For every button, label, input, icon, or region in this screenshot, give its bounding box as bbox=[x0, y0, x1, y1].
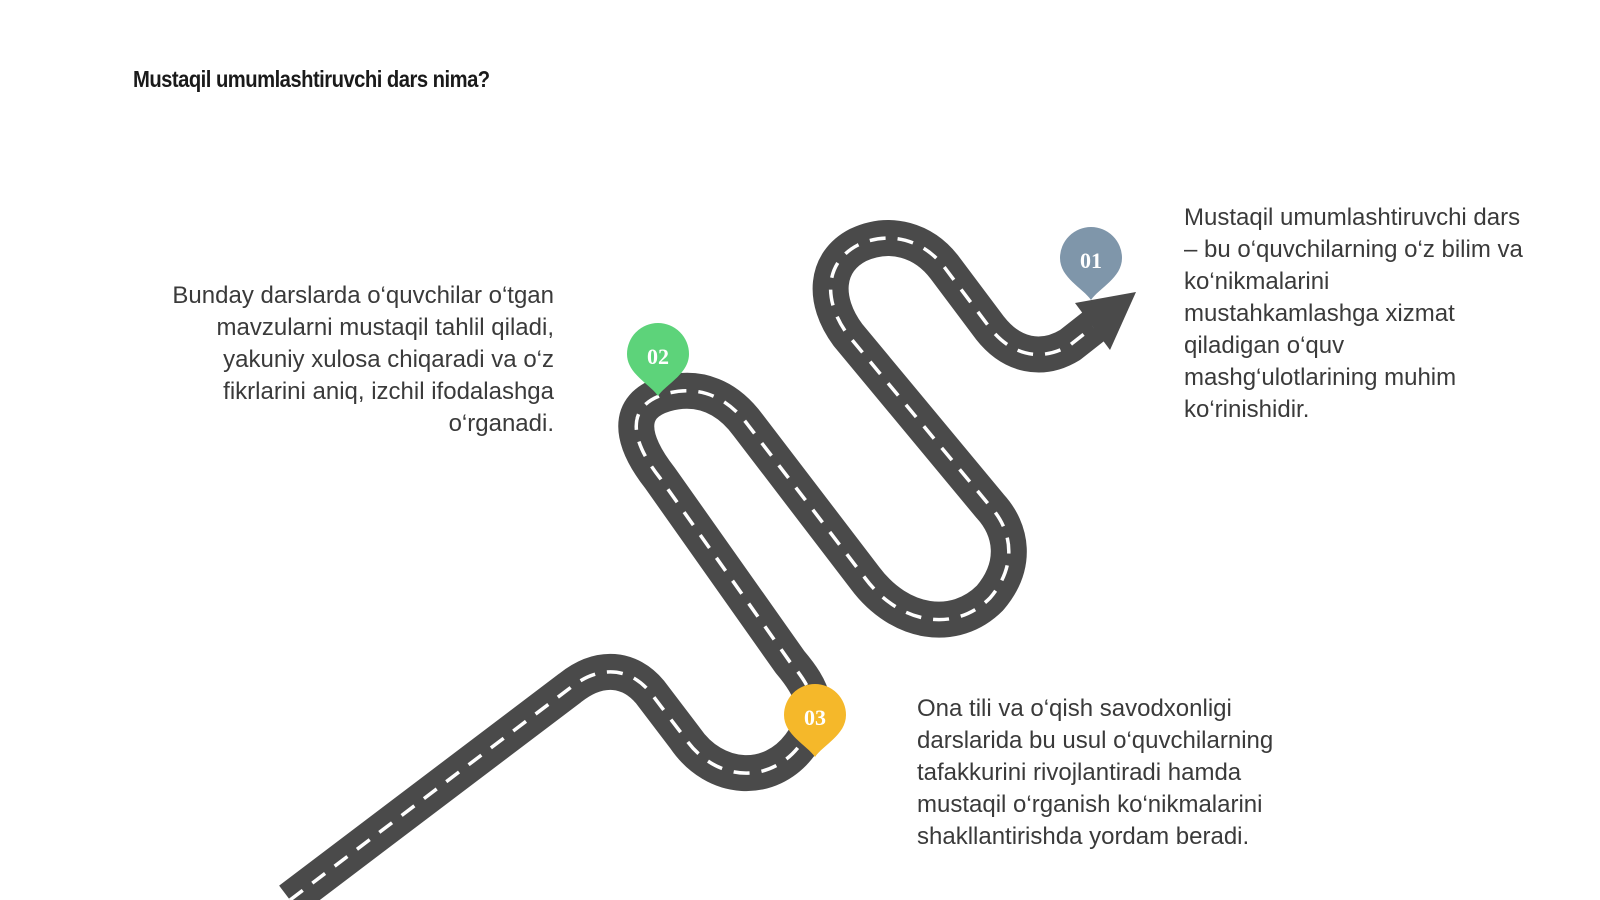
pin-01-label: 01 bbox=[1080, 248, 1102, 273]
pin-02-label: 02 bbox=[647, 344, 669, 369]
slide-title: Mustaqil umumlashtiruvchi dars nima? bbox=[133, 66, 490, 92]
step-03-description: Ona tili va o‘qish savodxonligi darslarida bu usul o‘quvchilarning tafakkurini rivojlantiradi hamda mustaqil o‘rganish ko‘nikmalarini shakllantirishda yordam beradi. bbox=[917, 695, 1274, 850]
pin-01-marker bbox=[1060, 227, 1122, 300]
step-02-description: Bunday darslarda o‘quvchilar o‘tgan mavzularni mustaqil tahlil qiladi, yakuniy xulosa chiqaradi va o‘z fikrlarini aniq, izchil ifodalashga o‘rganadi. bbox=[172, 282, 554, 437]
pin-03-label: 03 bbox=[804, 705, 826, 730]
step-01-description: Mustaqil umumlashtiruvchi dars – bu o‘quvchilarning o‘z bilim va ko‘nikmalarini mustahkamlashga xizmat qiladigan o‘quv mashg‘ulotlarining muhim ko‘rinishidir. bbox=[1184, 204, 1523, 423]
